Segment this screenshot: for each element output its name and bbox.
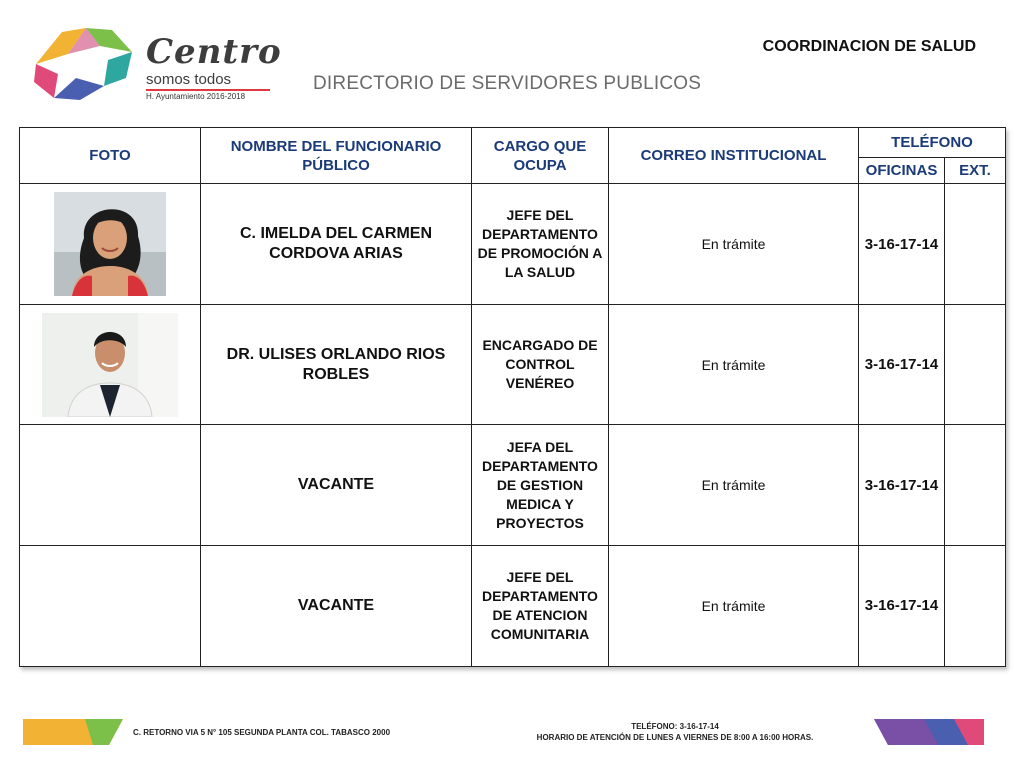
footer-address: C. RETORNO VIA 5 N° 105 SEGUNDA PLANTA COL. TABASCO 2000 xyxy=(133,728,391,737)
office-phone: 3-16-17-14 xyxy=(859,184,945,305)
footer-color-bar-right xyxy=(874,719,984,745)
table-row xyxy=(20,184,1006,305)
header-email: CORREO INSTITUCIONAL xyxy=(609,128,859,184)
office-phone: 3-16-17-14 xyxy=(859,545,945,666)
official-name: VACANTE xyxy=(201,425,472,545)
logo-years: H. Ayuntamiento 2016-2018 xyxy=(146,92,246,101)
official-email: En trámite xyxy=(609,425,859,545)
official-name: C. IMELDA DEL CARMEN CORDOVA ARIAS xyxy=(201,184,472,305)
photo-cell xyxy=(20,545,201,666)
phone-extension xyxy=(945,305,1006,425)
official-name: VACANTE xyxy=(201,545,472,666)
portrait-photo xyxy=(54,192,166,296)
official-role: ENCARGADO DE CONTROL VENÉREO xyxy=(472,305,609,425)
header-phone: TELÉFONO xyxy=(859,128,1006,158)
logo-divider xyxy=(146,89,270,91)
footer-hours: HORARIO DE ATENCIÓN DE LUNES A VIERNES DE 8:00 A 16:00 HORAS. xyxy=(536,733,814,742)
table-row xyxy=(20,425,1006,545)
logo-tagline: somos todos xyxy=(146,71,232,88)
header-name: NOMBRE DEL FUNCIONARIO PÚBLICO xyxy=(201,128,472,184)
footer-phone: TELÉFONO: 3-16-17-14 xyxy=(631,722,719,731)
portrait-photo xyxy=(42,313,178,417)
header-offices: OFICINAS xyxy=(859,158,945,184)
photo-cell xyxy=(20,305,201,425)
photo-cell xyxy=(20,425,201,545)
official-role: JEFA DEL DEPARTAMENTO DE GESTION MEDICA Y PROYECTOS xyxy=(472,425,609,545)
official-email: En trámite xyxy=(609,545,859,666)
office-phone: 3-16-17-14 xyxy=(859,425,945,545)
official-email: En trámite xyxy=(609,184,859,305)
logo-wordmark: Centro xyxy=(146,32,282,72)
centro-logo xyxy=(28,24,288,104)
header-role: CARGO QUE OCUPA xyxy=(472,128,609,184)
directory-table xyxy=(19,127,1006,667)
photo-cell xyxy=(20,184,201,305)
table-row xyxy=(20,545,1006,666)
phone-extension xyxy=(945,425,1006,545)
header-photo: FOTO xyxy=(20,128,201,184)
logo-ribbon-icon xyxy=(28,24,140,104)
table-row xyxy=(20,305,1006,425)
phone-extension xyxy=(945,184,1006,305)
official-name: DR. ULISES ORLANDO RIOS ROBLES xyxy=(201,305,472,425)
official-email: En trámite xyxy=(609,305,859,425)
office-phone: 3-16-17-14 xyxy=(859,305,945,425)
footer-contact xyxy=(520,721,830,743)
phone-extension xyxy=(945,545,1006,666)
footer-color-bar-left xyxy=(23,719,123,745)
header-ext: EXT. xyxy=(945,158,1006,184)
document-title: DIRECTORIO DE SERVIDORES PUBLICOS xyxy=(313,73,702,94)
official-role: JEFE DEL DEPARTAMENTO DE PROMOCIÓN A LA SALUD xyxy=(472,184,609,305)
department-name: COORDINACION DE SALUD xyxy=(762,38,976,55)
official-role: JEFE DEL DEPARTAMENTO DE ATENCION COMUNITARIA xyxy=(472,545,609,666)
